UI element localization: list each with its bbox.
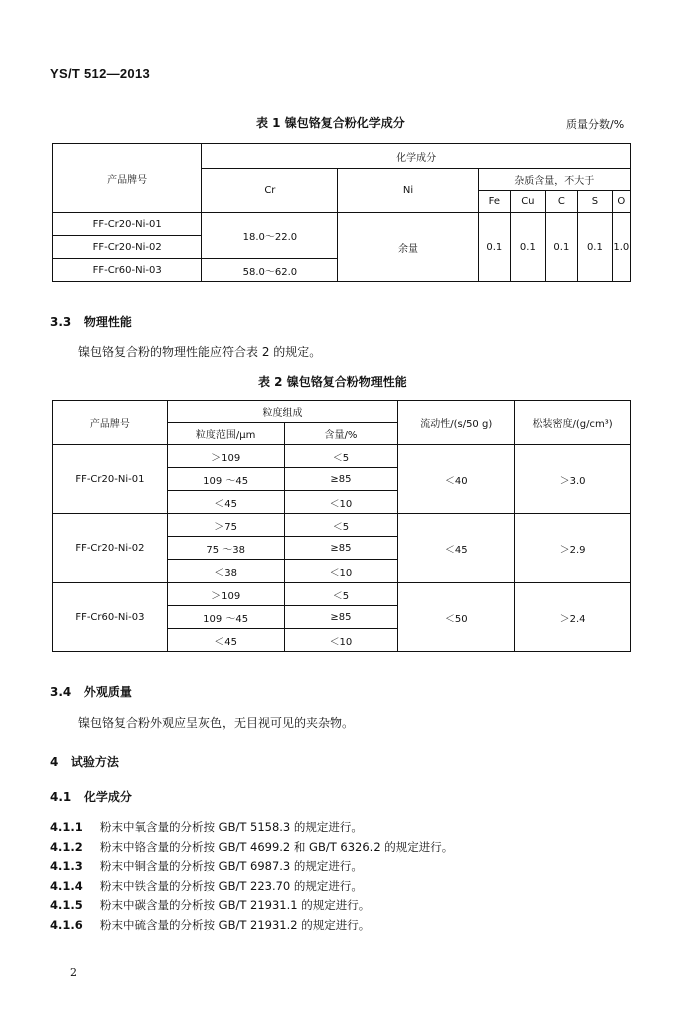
table1-row-product: FF-Cr60-Ni-03 [53, 259, 202, 282]
table2-range: ＞109 [167, 445, 284, 468]
table1-header-cu: Cu [511, 191, 546, 213]
table2-density: ＞2.4 [515, 583, 631, 652]
table1-header-chem: 化学成分 [202, 144, 631, 169]
table2-product-name: FF-Cr60-Ni-03 [53, 583, 168, 652]
clause-4-1-6 [50, 917, 370, 933]
table1-row-product: FF-Cr20-Ni-01 [53, 213, 202, 236]
table2-header-product: 产品牌号 [53, 401, 168, 445]
table2-range: 109 ～45 [167, 606, 284, 629]
table1-cu-value: 0.1 [511, 213, 546, 282]
clause-4-1-5 [50, 897, 370, 913]
table2-content: ＜5 [284, 514, 398, 537]
clause-4-1-4 [50, 878, 363, 894]
clause-number: 4.1.2 [50, 840, 83, 854]
table2-header-content: 含量/% [284, 423, 398, 445]
table2-caption: 表 2 镍包铬复合粉物理性能 [258, 375, 407, 389]
section-3-4-heading [50, 683, 132, 700]
section-title: 物理性能 [83, 315, 132, 329]
document-code: YS/T 512—2013 [50, 66, 151, 81]
table2-header-particle: 粒度组成 [167, 401, 398, 423]
table1-header-c: C [545, 191, 578, 213]
table2-header-flow: 流动性/(s/50 g) [398, 401, 515, 445]
section-4-1-heading [50, 788, 132, 805]
table2-range: 109 ～45 [167, 468, 284, 491]
table2-range: ＜45 [167, 629, 284, 652]
table2-content: ＜10 [284, 629, 398, 652]
table1-header-fe: Fe [478, 191, 511, 213]
section-title: 试验方法 [70, 755, 119, 769]
clause-4-1-2 [50, 839, 453, 855]
table2-range: ＜45 [167, 491, 284, 514]
clause-4-1-1 [50, 819, 363, 835]
table2-flow: ＜40 [398, 445, 515, 514]
clause-text: 粉末中硫含量的分析按 GB/T 21931.2 的规定进行。 [100, 918, 371, 932]
section-number: 3.4 [50, 685, 72, 699]
table2-range: 75 ～38 [167, 537, 284, 560]
table2-range: ＞109 [167, 583, 284, 606]
table2-density: ＞2.9 [515, 514, 631, 583]
section-number: 3.3 [50, 315, 72, 329]
section-number: 4 [50, 755, 59, 769]
section-title: 化学成分 [83, 790, 132, 804]
table1-header-o: O [612, 191, 630, 213]
page-number: 2 [70, 966, 77, 979]
table2-content: ≥85 [284, 606, 398, 629]
clause-text: 粉末中铁含量的分析按 GB/T 223.70 的规定进行。 [100, 879, 363, 893]
table1-header-product: 产品牌号 [53, 144, 202, 213]
table1-o-value: 1.0 [612, 213, 630, 282]
table2-content: ＜5 [284, 583, 398, 606]
section-number: 4.1 [50, 790, 72, 804]
table1-cr-value: 18.0～22.0 [202, 213, 338, 259]
clause-text: 粉末中氧含量的分析按 GB/T 5158.3 的规定进行。 [100, 820, 363, 834]
section-4-heading [50, 753, 119, 770]
clause-text: 粉末中铬含量的分析按 GB/T 4699.2 和 GB/T 6326.2 的规定进行。 [100, 840, 454, 854]
table1-fe-value: 0.1 [478, 213, 511, 282]
table2-content: ≥85 [284, 537, 398, 560]
table2-range: ＞75 [167, 514, 284, 537]
clause-number: 4.1.1 [50, 820, 83, 834]
table2-content: ＜10 [284, 560, 398, 583]
table1-c-value: 0.1 [545, 213, 578, 282]
table1-row-product: FF-Cr20-Ni-02 [53, 236, 202, 259]
clause-4-1-3 [50, 858, 363, 874]
table1-header-s: S [578, 191, 613, 213]
table1-header-ni: Ni [338, 169, 478, 213]
clause-text: 粉末中铜含量的分析按 GB/T 6987.3 的规定进行。 [100, 859, 363, 873]
table1-caption: 表 1 镍包铬复合粉化学成分 [256, 116, 405, 130]
table2-product-name: FF-Cr20-Ni-01 [53, 445, 168, 514]
table2-product-name: FF-Cr20-Ni-02 [53, 514, 168, 583]
table1-header-impurity: 杂质含量，不大于 [478, 169, 630, 191]
clause-number: 4.1.3 [50, 859, 83, 873]
table2-range: ＜38 [167, 560, 284, 583]
table1-header-cr: Cr [202, 169, 338, 213]
clause-text: 粉末中碳含量的分析按 GB/T 21931.1 的规定进行。 [100, 898, 371, 912]
table1-ni-value: 余量 [338, 213, 478, 282]
table2-flow: ＜50 [398, 583, 515, 652]
clause-number: 4.1.6 [50, 918, 83, 932]
table2-flow: ＜45 [398, 514, 515, 583]
table2-physical-properties [52, 400, 631, 652]
table1-s-value: 0.1 [578, 213, 613, 282]
table2-header-density: 松装密度/(g/cm³) [515, 401, 631, 445]
section-3-3-text: 镍包铬复合粉的物理性能应符合表 2 的规定。 [78, 345, 322, 359]
table2-content: ≥85 [284, 468, 398, 491]
table2-density: ＞3.0 [515, 445, 631, 514]
section-3-3-heading [50, 313, 132, 330]
table1-chemical-composition [52, 143, 631, 282]
table1-cr-value: 58.0～62.0 [202, 259, 338, 282]
table2-header-range: 粒度范围/μm [167, 423, 284, 445]
clause-number: 4.1.5 [50, 898, 83, 912]
section-title: 外观质量 [83, 685, 132, 699]
clause-number: 4.1.4 [50, 879, 83, 893]
table2-content: ＜5 [284, 445, 398, 468]
section-3-4-text: 镍包铬复合粉外观应呈灰色，无目视可见的夹杂物。 [78, 716, 355, 730]
table2-content: ＜10 [284, 491, 398, 514]
table1-unit: 质量分数/% [566, 118, 625, 131]
